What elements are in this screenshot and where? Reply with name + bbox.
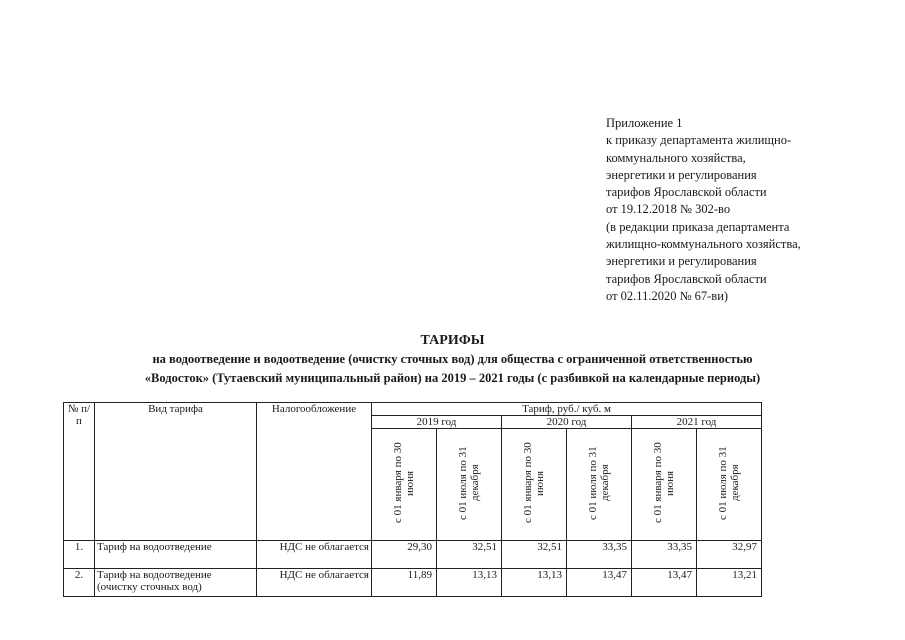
period-label: с 01 июля по 31 декабря xyxy=(457,446,481,520)
table-row xyxy=(64,569,762,597)
title-subline: на водоотведение и водоотведение (очистку сточных вод) для общества с ограниченной ответственностью xyxy=(152,352,753,366)
header-type: Вид тарифа xyxy=(95,403,257,541)
appendix-line: (в редакции приказа департамента xyxy=(606,219,790,234)
row-value: 32,97 xyxy=(697,541,762,569)
header-num: № п/п xyxy=(64,403,95,541)
row-num: 2. xyxy=(64,569,95,597)
appendix-line: тарифов Ярославской области xyxy=(606,185,767,200)
row-value: 13,13 xyxy=(502,569,567,597)
appendix-line: энергетики и регулирования xyxy=(606,167,757,182)
header-period xyxy=(502,429,567,541)
appendix-line: от 19.12.2018 № 302-во xyxy=(606,202,731,217)
row-value: 11,89 xyxy=(372,569,437,597)
page-title: ТАРИФЫ xyxy=(420,333,485,348)
period-label: с 01 января по 30 июня xyxy=(652,442,676,524)
tariff-table xyxy=(63,402,762,597)
appendix-line: коммунального хозяйства, xyxy=(606,150,746,165)
table-header-row xyxy=(64,403,762,416)
period-label: с 01 января по 30 июня xyxy=(522,442,546,524)
header-tariff: Тариф, руб./ куб. м xyxy=(372,403,762,416)
appendix-line: энергетики и регулирования xyxy=(606,254,757,269)
period-label: с 01 января по 30 июня xyxy=(392,442,416,524)
row-type: Тариф на водоотведение (очистку сточных вод) xyxy=(95,569,257,597)
appendix-block xyxy=(606,115,896,305)
period-label: с 01 июля по 31 декабря xyxy=(587,446,611,520)
row-value: 13,47 xyxy=(632,569,697,597)
appendix-line: к приказу департамента жилищно- xyxy=(606,133,792,148)
period-label: с 01 июля по 31 декабря xyxy=(717,446,741,520)
table-row xyxy=(64,541,762,569)
row-value: 13,21 xyxy=(697,569,762,597)
appendix-line: Приложение 1 xyxy=(606,116,683,130)
row-tax: НДС не облагается xyxy=(257,541,372,569)
row-value: 33,35 xyxy=(567,541,632,569)
row-tax: НДС не облагается xyxy=(257,569,372,597)
row-value: 13,47 xyxy=(567,569,632,597)
row-num: 1. xyxy=(64,541,95,569)
header-tax: Налогообложение xyxy=(257,403,372,541)
header-year: 2021 год xyxy=(632,416,762,429)
row-value: 32,51 xyxy=(502,541,567,569)
appendix-line: тарифов Ярославской области xyxy=(606,271,767,286)
title-subline: «Водосток» (Тутаевский муниципальный район) на 2019 – 2021 годы (с разбивкой на календарные периоды) xyxy=(144,371,761,385)
header-year: 2020 год xyxy=(502,416,632,429)
row-value: 33,35 xyxy=(632,541,697,569)
header-period xyxy=(372,429,437,541)
row-value: 13,13 xyxy=(437,569,502,597)
row-value: 29,30 xyxy=(372,541,437,569)
appendix-line: от 02.11.2020 № 67-ви) xyxy=(606,288,729,303)
row-type: Тариф на водоотведение xyxy=(95,541,257,569)
row-value: 32,51 xyxy=(437,541,502,569)
header-period xyxy=(437,429,502,541)
header-period xyxy=(697,429,762,541)
header-period xyxy=(632,429,697,541)
appendix-line: жилищно-коммунального хозяйства, xyxy=(606,237,801,252)
header-period xyxy=(567,429,632,541)
header-year: 2019 год xyxy=(372,416,502,429)
